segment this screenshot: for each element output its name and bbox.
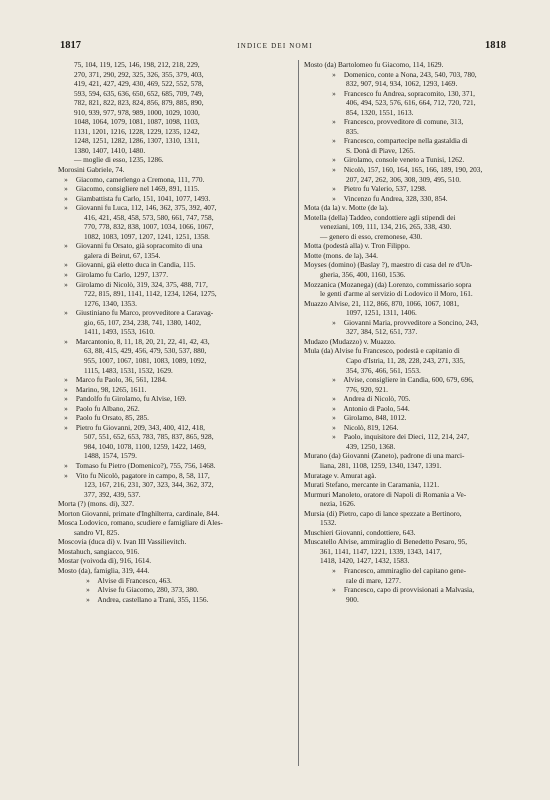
entry-text: Marino, 98, 1265, 1611. (75, 384, 147, 394)
ditto-mark: » (64, 260, 68, 270)
index-entry-line (304, 108, 518, 118)
ditto-mark: » (64, 203, 68, 213)
index-entry-line (58, 280, 292, 290)
index-entry-line (58, 356, 292, 366)
entry-text: Mosto (da) Bartolomeo fu Giacomo, 114, 1629. (304, 60, 444, 69)
entry-text: Nicolò, 819, 1264. (343, 422, 399, 432)
index-entry-line (304, 394, 518, 404)
ditto-mark: » (64, 403, 68, 413)
index-entry-line (58, 155, 292, 165)
index-entry-line (58, 89, 292, 99)
entry-text: S. Donà di Piave, 1265. (346, 145, 416, 155)
entry-text: Vito fu Nicolò, pagatore in campo, 8, 58, 117, (75, 470, 210, 480)
ditto-mark: » (332, 585, 336, 595)
entry-text: 123, 167, 216, 231, 307, 323, 344, 362, 372, (84, 480, 214, 490)
ditto-mark: » (332, 375, 336, 385)
index-entry-line (304, 337, 518, 347)
entry-text: Muschieri Giovanni, condottiere, 643. (304, 527, 416, 537)
index-entry-line (58, 232, 292, 242)
index-entry-line (304, 432, 518, 442)
ditto-mark: » (64, 394, 68, 404)
index-entry-line (304, 70, 518, 80)
index-entry-line (304, 318, 518, 328)
entry-text: Francesco, ammiraglio del capitano gene- (343, 565, 467, 575)
entry-text: 406, 494, 523, 576, 616, 664, 712, 720, 721, (346, 98, 476, 108)
ditto-mark: » (332, 403, 336, 413)
ditto-mark: » (64, 308, 68, 318)
entry-text: 984, 1040, 1078, 1100, 1259, 1422, 1469, (84, 441, 206, 451)
entry-text: 270, 371, 290, 292, 325, 326, 355, 379, 403, (74, 69, 204, 79)
index-entry-line (58, 299, 292, 309)
index-entry-line (304, 98, 518, 108)
entry-text: Nicolò, 157, 160, 164, 165, 166, 189, 190, 203, (343, 165, 483, 175)
index-entry-line (58, 556, 292, 566)
entry-text: 207, 247, 262, 306, 308, 309, 495, 510. (346, 174, 461, 184)
index-entry-line (304, 184, 518, 194)
index-entry-line (58, 537, 292, 547)
ditto-mark: » (64, 375, 68, 385)
entry-text: Pandolfo fu Girolamo, fu Alvise, 169. (75, 394, 187, 404)
index-entry-line (58, 509, 292, 519)
index-entry-line (304, 346, 518, 356)
index-entry-line (58, 576, 292, 586)
index-entry-line (304, 127, 518, 137)
entry-text: Muratage v. Amurat agà. (304, 470, 377, 480)
index-entry-line (58, 175, 292, 185)
ditto-mark: » (332, 88, 336, 98)
index-entry-line (304, 327, 518, 337)
index-entry-line (304, 413, 518, 423)
entry-text: Mudazo (Mudazzo) v. Muazzo. (304, 336, 396, 346)
entry-text: Muazzo Alvise, 21, 112, 866, 870, 1066, 1067, 1081, (304, 298, 459, 308)
index-entry-line (304, 356, 518, 366)
entry-text: 419, 421, 427, 429, 430, 469, 522, 552, 578, (74, 79, 204, 89)
ditto-mark: » (64, 184, 68, 194)
entry-text: 593, 594, 635, 636, 650, 652, 685, 709, 749, (74, 88, 204, 98)
entry-text: liana, 281, 1108, 1259, 1340, 1347, 1391. (320, 460, 442, 470)
index-entry-line (304, 566, 518, 576)
ditto-mark: » (86, 594, 90, 604)
entry-text: le genti d'arme al servizio di Lodovico il Moro, 161. (320, 289, 473, 299)
index-entry-line (58, 547, 292, 557)
index-entry-line (304, 251, 518, 261)
ditto-mark: » (64, 270, 68, 280)
entry-text: Motte (mons. de la), 344. (304, 250, 378, 260)
index-entry-line (304, 270, 518, 280)
index-entry-line (304, 537, 518, 547)
entry-text: Giacomo, camerlengo a Cremona, 111, 770. (75, 174, 205, 184)
index-entry-line (58, 70, 292, 80)
index-entry-line (58, 366, 292, 376)
entry-text: 75, 104, 119, 125, 146, 198, 212, 218, 229, (74, 60, 200, 69)
entry-text: 327, 384, 512, 651, 737. (346, 327, 418, 337)
index-entry-line (304, 260, 518, 270)
index-entry-line (304, 232, 518, 242)
page-number-right: 1818 (485, 40, 506, 51)
index-entry-line (304, 518, 518, 528)
entry-text: Morton Giovanni, primate d'Inghilterra, cardinale, 844. (58, 508, 220, 518)
index-entry-line (58, 404, 292, 414)
index-entry-line (58, 595, 292, 605)
ditto-mark: » (64, 470, 68, 480)
page-header (0, 40, 550, 54)
ditto-mark: » (332, 136, 336, 146)
index-entry-line (58, 528, 292, 538)
entry-text: 832, 907, 914, 934, 1062, 1293, 1469. (346, 79, 458, 89)
entry-text: Murano (da) Giovanni (Zaneto), padrone di una marci- (304, 451, 465, 461)
entry-text: gheria, 356, 400, 1160, 1536. (320, 270, 406, 280)
index-entry-line (304, 490, 518, 500)
index-entry-line (304, 203, 518, 213)
entry-text: 722, 815, 891, 1141, 1142, 1234, 1264, 1275, (84, 289, 217, 299)
entry-text: Giambattista fu Carlo, 151, 1041, 1077, 1493. (75, 193, 211, 203)
entry-text: Antonio di Paolo, 544. (343, 403, 410, 413)
entry-text: Francesco, provveditore di comune, 313, (343, 117, 464, 127)
index-entry-line (304, 213, 518, 223)
index-entry-line (58, 98, 292, 108)
ditto-mark: » (64, 413, 68, 423)
entry-text: Murati Stefano, mercante in Caramania, 1121. (304, 480, 440, 490)
entry-text: Alvise fu Giacomo, 280, 373, 380. (97, 585, 199, 595)
index-entry-line (304, 404, 518, 414)
entry-text: — genero di esso, cremonese, 430. (320, 231, 423, 241)
index-entry-line (58, 108, 292, 118)
index-entry-line (304, 461, 518, 471)
entry-text: 1532. (320, 518, 337, 528)
index-entry-line (58, 127, 292, 137)
entry-text: 770, 778, 832, 838, 1007, 1034, 1066, 1067, (84, 222, 214, 232)
entry-text: 854, 1320, 1551, 1613. (346, 107, 414, 117)
entry-text: 900. (346, 594, 359, 604)
entry-text: Mursia (di) Pietro, capo di lance spezzate a Bertinoro, (304, 508, 462, 518)
index-entry-line (58, 203, 292, 213)
entry-text: 1131, 1201, 1216, 1228, 1229, 1235, 1242, (74, 126, 200, 136)
entry-text: Alvise di Francesco, 463. (97, 575, 172, 585)
entry-text: 1380, 1407, 1410, 1480. (74, 145, 146, 155)
entry-text: Alvise, consigliere in Candia, 600, 679, 696, (343, 375, 474, 385)
ditto-mark: » (86, 575, 90, 585)
entry-text: Paolo fu Orsato, 85, 285. (75, 413, 149, 423)
index-entry-line (304, 556, 518, 566)
index-entry-line (58, 432, 292, 442)
entry-text: Mosca Lodovico, romano, scudiere e famigliare di Ales- (58, 518, 223, 528)
entry-text: sandro VI, 825. (74, 527, 120, 537)
index-entry-line (58, 499, 292, 509)
entry-text: — moglie di esso, 1235, 1286. (74, 155, 164, 165)
entry-text: Giovanni, già eletto duca in Candia, 115. (75, 260, 196, 270)
index-entry-line (304, 528, 518, 538)
index-entry-line (304, 222, 518, 232)
entry-text: 63, 88, 415, 429, 456, 479, 530, 537, 880, (84, 346, 207, 356)
index-entry-line (304, 194, 518, 204)
index-entry-line (58, 471, 292, 481)
ditto-mark: » (332, 317, 336, 327)
index-entry-line (58, 241, 292, 251)
ditto-mark: » (64, 422, 68, 432)
entry-text: 507, 551, 652, 653, 783, 785, 837, 865, 928, (84, 432, 214, 442)
entry-text: nezia, 1626. (320, 499, 356, 509)
index-entry-line (304, 480, 518, 490)
index-entry-line (304, 146, 518, 156)
index-entry-line (304, 308, 518, 318)
index-entry-line (58, 423, 292, 433)
index-entry-line (304, 60, 518, 70)
index-entry-line (58, 60, 292, 70)
index-entry-line (304, 385, 518, 395)
index-entry-line (304, 585, 518, 595)
entry-text: Pietro fu Valerio, 537, 1298. (343, 184, 427, 194)
entry-text: Paolo, inquisitore dei Dieci, 112, 214, 247, (343, 432, 470, 442)
index-entry-line (304, 79, 518, 89)
entry-text: Mota (da la) v. Motte (de la). (304, 203, 389, 213)
index-entry-line (58, 79, 292, 89)
ditto-mark: » (64, 174, 68, 184)
ditto-mark: » (332, 413, 336, 423)
entry-text: Francesco, compartecipe nella gastaldia di (343, 136, 468, 146)
index-entry-line (304, 499, 518, 509)
entry-text: Girolamo, console veneto a Tunisi, 1262. (343, 155, 465, 165)
index-entry-line (304, 547, 518, 557)
index-entry-line (58, 346, 292, 356)
index-entry-line (304, 241, 518, 251)
entry-text: Girolamo, 848, 1012. (343, 413, 407, 423)
ditto-mark: » (332, 565, 336, 575)
ditto-mark: » (332, 69, 336, 79)
entry-text: 1248, 1251, 1282, 1286, 1307, 1310, 1311, (74, 136, 200, 146)
entry-text: Giustiniano fu Marco, provveditore a Caravag- (75, 308, 214, 318)
entry-text: galera di Beirut, 67, 1354. (84, 250, 161, 260)
index-entry-line (304, 136, 518, 146)
entry-text: Moscovia (duca di) v. Ivan III Vassilievitch. (58, 537, 187, 547)
entry-text: Girolamo fu Carlo, 1297, 1377. (75, 270, 169, 280)
entry-text: 955, 1007, 1067, 1081, 1083, 1089, 1092, (84, 355, 207, 365)
entry-text: 1115, 1483, 1531, 1532, 1629. (84, 365, 173, 375)
entry-text: Giovanni Maria, provveditore a Soncino, 243, (343, 317, 479, 327)
entry-text: Mula (da) Alvise fu Francesco, podestà e capitanio di (304, 346, 460, 356)
index-entry-line (304, 442, 518, 452)
index-entry-line (58, 270, 292, 280)
index-entry-line (58, 289, 292, 299)
ditto-mark: » (332, 432, 336, 442)
index-entry-line (58, 146, 292, 156)
index-entry-line (304, 280, 518, 290)
entry-text: 439, 1250, 1368. (346, 441, 396, 451)
index-entry-line (58, 566, 292, 576)
left-index-column (58, 60, 292, 604)
entry-text: 1082, 1083, 1097, 1207, 1241, 1251, 1358. (84, 231, 210, 241)
entry-text: Marco fu Paolo, 36, 561, 1284. (75, 375, 167, 385)
entry-text: 1097, 1251, 1311, 1406. (346, 308, 417, 318)
entry-text: Mostar (voivoda di), 916, 1614. (58, 556, 152, 566)
entry-text: Paolo fu Albano, 262. (75, 403, 140, 413)
index-entry-line (304, 576, 518, 586)
entry-text: Mosto (da), famiglia, 319, 444. (58, 565, 150, 575)
index-entry-line (304, 155, 518, 165)
entry-text: Tomaso fu Pietro (Domenico?), 755, 756, 1468. (75, 460, 216, 470)
entry-text: 354, 376, 466, 561, 1553. (346, 365, 421, 375)
entry-text: 377, 392, 439, 537. (84, 489, 141, 499)
index-entry-line (304, 175, 518, 185)
index-entry-line (304, 451, 518, 461)
entry-text: Giovanni fu Orsato, già sopracomito di una (75, 241, 203, 251)
index-entry-line (58, 480, 292, 490)
entry-text: 782, 821, 822, 823, 824, 856, 879, 885, 890, (74, 98, 204, 108)
entry-text: Domenico, conte a Nona, 243, 540, 703, 780, (343, 69, 477, 79)
index-entry-line (58, 461, 292, 471)
entry-text: veneziani, 109, 111, 134, 216, 265, 338, 430. (320, 222, 452, 232)
entry-text: Motella (della) Taddeo, condottiere agli stipendi dei (304, 212, 456, 222)
index-entry-line (58, 490, 292, 500)
entry-text: 910, 939, 977, 978, 989, 1000, 1029, 1030, (74, 107, 200, 117)
entry-text: 416, 421, 458, 458, 573, 580, 661, 747, 758, (84, 212, 214, 222)
index-entry-line (304, 375, 518, 385)
index-entry-line (58, 518, 292, 528)
index-entry-line (58, 222, 292, 232)
index-entry-line (58, 585, 292, 595)
entry-text: 361, 1141, 1147, 1221, 1339, 1343, 1417, (320, 546, 442, 556)
entry-text: Andrea, castellano a Trani, 355, 1156. (97, 594, 209, 604)
entry-text: 1276, 1340, 1353. (84, 298, 137, 308)
entry-text: Marcantonio, 8, 11, 18, 20, 21, 22, 41, 42, 43, (75, 336, 210, 346)
entry-text: Pietro fu Giovanni, 209, 343, 400, 412, 418, (75, 422, 205, 432)
entry-text: Francesco, capo di provvisionati a Malvasia, (343, 585, 475, 595)
ditto-mark: » (64, 460, 68, 470)
entry-text: 1411, 1493, 1553, 1610. (84, 327, 155, 337)
running-title: INDICE DEI NOMI (237, 42, 313, 50)
index-entry-line (58, 165, 292, 175)
index-entry-line (58, 385, 292, 395)
index-entry-line (58, 251, 292, 261)
entry-text: 1048, 1064, 1079, 1081, 1087, 1098, 1103, (74, 117, 200, 127)
entry-text: Mozzanica (Mozanega) (da) Lorenzo, commissario sopra (304, 279, 472, 289)
index-entry-line (58, 260, 292, 270)
ditto-mark: » (332, 155, 336, 165)
index-entry-line (58, 136, 292, 146)
index-entry-line (304, 299, 518, 309)
column-divider (298, 60, 299, 766)
entry-text: Muscatello Alvise, ammiraglio di Benedetto Pesaro, 95, (304, 537, 468, 547)
entry-text: gio, 65, 107, 234, 238, 741, 1380, 1402, (84, 317, 201, 327)
ditto-mark: » (64, 193, 68, 203)
entry-text: 1488, 1574, 1579. (84, 451, 137, 461)
index-entry-line (304, 366, 518, 376)
index-entry-line (304, 89, 518, 99)
index-entry-line (304, 289, 518, 299)
ditto-mark: » (64, 241, 68, 251)
ditto-mark: » (64, 384, 68, 394)
index-entry-line (58, 413, 292, 423)
entry-text: Capo d'Istria, 11, 28, 228, 243, 271, 335, (346, 355, 466, 365)
index-entry-line (304, 471, 518, 481)
index-entry-line (58, 394, 292, 404)
index-entry-line (58, 451, 292, 461)
entry-text: Moyses (domino) (Baslay ?), maestro di casa del re d'Un- (304, 260, 473, 270)
entry-text: Vincenzo fu Andrea, 328, 330, 854. (343, 193, 448, 203)
entry-text: 776, 920, 921. (346, 384, 388, 394)
entry-text: Morosini Gabriele, 74. (58, 165, 125, 175)
index-entry-line (304, 165, 518, 175)
index-entry-line (58, 337, 292, 347)
entry-text: Morta (?) (mons. di), 327. (58, 499, 134, 509)
entry-text: Francesco fu Andrea, sopracomito, 130, 371, (343, 88, 475, 98)
index-entry-line (304, 117, 518, 127)
index-entry-line (58, 442, 292, 452)
entry-text: Andrea di Nicolò, 705. (343, 394, 411, 404)
index-entry-line (304, 595, 518, 605)
ditto-mark: » (332, 184, 336, 194)
index-entry-line (58, 318, 292, 328)
page-number-left: 1817 (60, 40, 81, 51)
ditto-mark: » (86, 585, 90, 595)
index-entry-line (304, 509, 518, 519)
entry-text: rale di mare, 1277. (346, 575, 401, 585)
index-entry-line (58, 184, 292, 194)
entry-text: Murmuri Manoleto, oratore di Napoli di Romania a Ve- (304, 489, 467, 499)
entry-text: Giovanni fu Luca, 112, 146, 362, 375, 392, 407, (75, 203, 217, 213)
index-entry-line (58, 375, 292, 385)
ditto-mark: » (64, 336, 68, 346)
entry-text: 835. (346, 126, 359, 136)
ditto-mark: » (332, 165, 336, 175)
ditto-mark: » (332, 422, 336, 432)
entry-text: Mostahuch, sangiacco, 916. (58, 546, 140, 556)
ditto-mark: » (332, 394, 336, 404)
entry-text: Girolamo di Nicolò, 319, 324, 375, 488, 717, (75, 279, 208, 289)
right-index-column (304, 60, 518, 604)
entry-text: Giacomo, consigliere nel 1469, 891, 1115. (75, 184, 200, 194)
index-entry-line (58, 213, 292, 223)
ditto-mark: » (332, 193, 336, 203)
ditto-mark: » (332, 117, 336, 127)
index-entry-line (58, 194, 292, 204)
index-entry-line (304, 423, 518, 433)
index-entry-line (58, 308, 292, 318)
index-entry-line (58, 117, 292, 127)
entry-text: Motta (podestà alla) v. Tron Filippo. (304, 241, 410, 251)
ditto-mark: » (64, 279, 68, 289)
entry-text: 1418, 1420, 1427, 1432, 1583. (320, 556, 410, 566)
index-entry-line (58, 327, 292, 337)
